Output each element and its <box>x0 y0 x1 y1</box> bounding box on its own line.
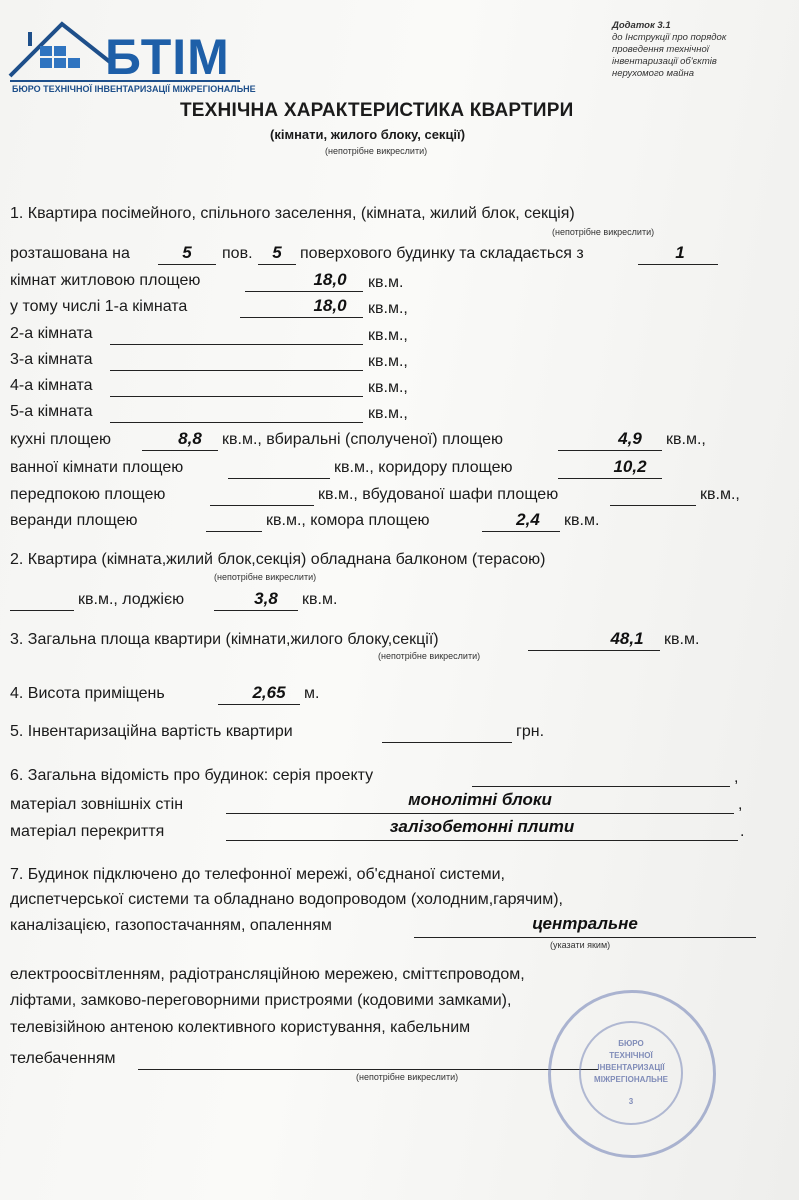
section3-heading: 3. Загальна площа квартири (кімнати,жилого блоку,секції) <box>10 631 439 648</box>
hall-label: передпокою площею <box>10 486 166 503</box>
section7-line7: телебаченням <box>10 1050 116 1067</box>
kitchen-line <box>142 450 218 451</box>
storage-unit: кв.м. <box>564 512 600 529</box>
room4-unit: кв.м., <box>368 379 408 396</box>
floor-unit: пов. <box>222 245 253 262</box>
addendum-line: до Інструкції про порядок <box>612 32 727 43</box>
walls-value: монолітні блоки <box>408 790 552 809</box>
section7-line5: ліфтами, замково-переговорними пристроями (кодовими замками), <box>10 992 512 1009</box>
period-mark: . <box>740 823 745 840</box>
subtitle-note: (непотрібне викреслити) <box>325 146 428 156</box>
living-area-label: кімнат житловою площею <box>10 272 201 289</box>
living-area-unit: кв.м. <box>368 274 404 291</box>
stamp-text: ІНВЕНТАРИЗАЦІЇ <box>597 1063 665 1072</box>
addendum-block <box>612 20 726 80</box>
kitchen-label: кухні площею <box>10 431 111 448</box>
building-text: поверхового будинку та складається з <box>300 245 584 262</box>
wardrobe-text: кв.м., вбудованої шафи площею <box>318 486 559 503</box>
total-area-value: 48,1 <box>610 629 644 648</box>
room2-line <box>110 344 363 345</box>
section2-heading: 2. Квартира (кімната,жилий блок,секція) обладнана балконом (терасою) <box>10 551 546 568</box>
located-label: розташована на <box>10 245 130 262</box>
value-unit: грн. <box>516 723 545 740</box>
comma-mark: , <box>734 769 739 786</box>
room5-line <box>110 422 363 423</box>
rooms-line <box>638 264 718 265</box>
section7-line3: каналізацією, газопостачанням, опаленням <box>10 917 332 934</box>
floors-total-line <box>258 264 296 265</box>
floors-total-value: 5 <box>272 243 282 262</box>
stamp-text: ТЕХНІЧНОЇ <box>609 1051 653 1060</box>
section7-line6: телевізійною антеною колективного користування, кабельним <box>10 1019 471 1036</box>
addendum-line: нерухомого майна <box>612 68 695 79</box>
logo-text: БТІМ <box>105 29 230 85</box>
room1-value: 18,0 <box>313 296 347 315</box>
addendum-line: інвентаризації об'єктів <box>612 56 717 67</box>
loggia-value: 3,8 <box>254 589 278 608</box>
storage-text: кв.м., комора площею <box>266 512 430 529</box>
tv-line <box>138 1069 598 1070</box>
section1-note: (непотрібне викреслити) <box>552 227 655 237</box>
floor-slab-label: матеріал перекриття <box>10 823 165 840</box>
corridor-value: 10,2 <box>613 457 647 476</box>
kitchen-value: 8,8 <box>178 429 202 448</box>
corridor-text: кв.м., коридору площею <box>334 459 513 476</box>
toilet-text: кв.м., вбиральні (сполученої) площею <box>222 431 504 448</box>
room4-line <box>110 396 363 397</box>
section7-note: (непотрібне викреслити) <box>356 1072 459 1082</box>
room1-unit: кв.м., <box>368 300 408 317</box>
section7-line2: диспетчерської системи та обладнано водопроводом (холодним,гарячим), <box>10 891 563 908</box>
veranda-label: веранди площею <box>10 512 138 529</box>
total-area-unit: кв.м. <box>664 631 700 648</box>
loggia-unit: кв.м. <box>302 591 338 608</box>
comma-mark: , <box>738 796 743 813</box>
heating-value: центральне <box>532 914 638 933</box>
wardrobe-line <box>610 505 696 506</box>
addendum-line: проведення технічної <box>612 44 709 55</box>
room5-label: 5-а кімната <box>10 403 93 420</box>
loggia-text: кв.м., лоджією <box>78 591 185 608</box>
bath-line <box>228 478 330 479</box>
height-label: 4. Висота приміщень <box>10 685 165 702</box>
walls-line <box>226 813 734 814</box>
room3-line <box>110 370 363 371</box>
height-line <box>218 704 300 705</box>
floor-slab-line <box>226 840 738 841</box>
wardrobe-unit: кв.м., <box>700 486 740 503</box>
section3-note: (непотрібне викреслити) <box>378 651 481 661</box>
room1-line <box>240 317 363 318</box>
section6-label: 6. Загальна відомість про будинок: серія проекту <box>10 767 374 784</box>
value-label: 5. Інвентаризаційна вартість квартири <box>10 723 293 740</box>
floor-line <box>158 264 216 265</box>
height-unit: м. <box>304 685 320 702</box>
corridor-line <box>558 478 662 479</box>
page-title: ТЕХНІЧНА ХАРАКТЕРИСТИКА КВАРТИРИ <box>180 100 574 121</box>
storage-line <box>482 531 560 532</box>
loggia-line <box>214 610 298 611</box>
official-stamp <box>548 990 716 1158</box>
toilet-value: 4,9 <box>618 429 642 448</box>
project-series-line <box>472 786 730 787</box>
storage-value: 2,4 <box>516 510 540 529</box>
living-area-line <box>245 291 363 292</box>
floor-slab-value: залізобетонні плити <box>389 817 575 836</box>
room4-label: 4-а кімната <box>10 377 93 394</box>
heating-note: (указати яким) <box>550 940 611 950</box>
stamp-text: МІЖРЕГІОНАЛЬНЕ <box>594 1075 668 1084</box>
room3-label: 3-а кімната <box>10 351 93 368</box>
toilet-unit: кв.м., <box>666 431 706 448</box>
page-subtitle: (кімнати, жилого блоку, секції) <box>270 127 466 142</box>
walls-label: матеріал зовнішніх стін <box>10 796 184 813</box>
addendum-line: Додаток 3.1 <box>612 20 671 31</box>
logo-divider <box>10 80 240 82</box>
section2-note: (непотрібне викреслити) <box>214 572 317 582</box>
hall-line <box>210 505 314 506</box>
stamp-text: БЮРО <box>618 1039 644 1048</box>
value-line <box>382 742 512 743</box>
section1-heading: 1. Квартира посімейного, спільного заселення, (кімната, жилий блок, секція) <box>10 205 575 222</box>
house-logo-icon <box>6 10 116 80</box>
heating-line <box>414 937 756 938</box>
room2-unit: кв.м., <box>368 327 408 344</box>
height-value: 2,65 <box>252 683 286 702</box>
logo-subtitle: БЮРО ТЕХНІЧНОЇ ІНВЕНТАРИЗАЦІЇ МІЖРЕГІОНАЛЬНЕ <box>12 84 256 94</box>
room5-unit: кв.м., <box>368 405 408 422</box>
total-area-line <box>528 650 660 651</box>
section7-line1: 7. Будинок підключено до телефонної мережі, об'єднаної системи, <box>10 866 505 883</box>
room3-unit: кв.м., <box>368 353 408 370</box>
veranda-line <box>206 531 262 532</box>
rooms-value: 1 <box>675 243 685 262</box>
toilet-line <box>558 450 662 451</box>
section7-line4: електроосвітленням, радіотрансляційною мережею, сміттєпроводом, <box>10 966 525 983</box>
living-area-value: 18,0 <box>313 270 347 289</box>
stamp-inner-ring <box>579 1021 683 1125</box>
stamp-number: 3 <box>628 1097 634 1106</box>
room2-label: 2-а кімната <box>10 325 93 342</box>
floor-value: 5 <box>182 243 192 262</box>
bath-label: ванної кімнати площею <box>10 459 184 476</box>
balcony-line <box>10 610 74 611</box>
room1-label: у тому числі 1-а кімната <box>10 298 188 315</box>
